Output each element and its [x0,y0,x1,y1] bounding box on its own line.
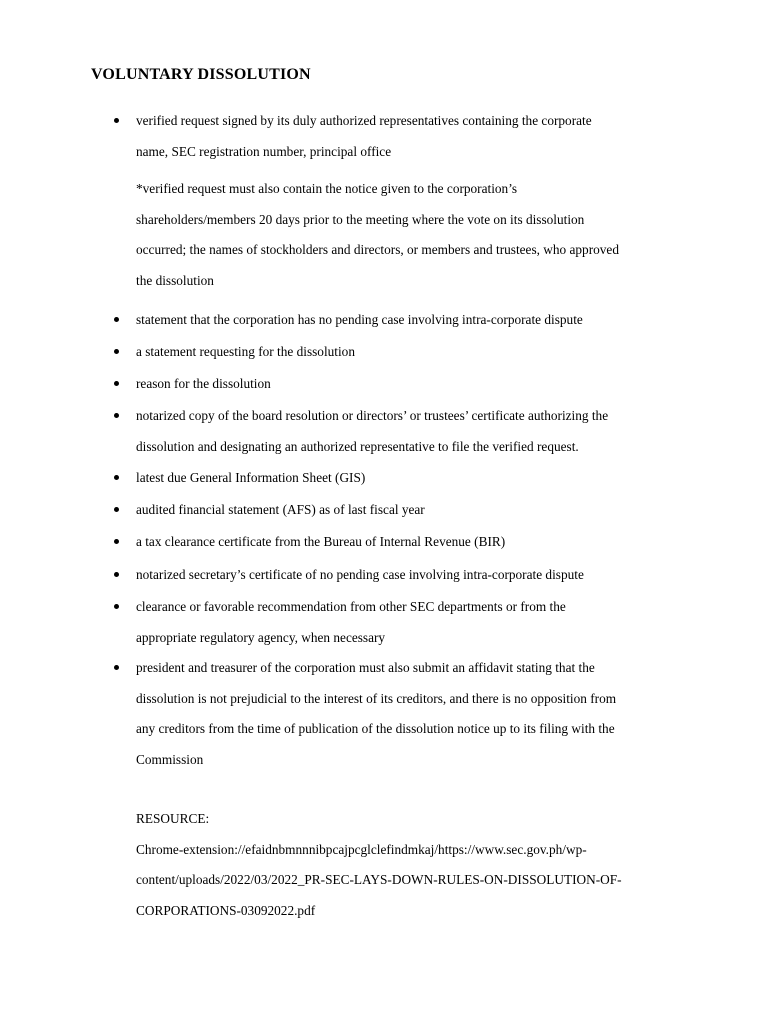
note-line: the dissolution [136,272,214,288]
list-item [136,560,696,591]
list-item-line: statement that the corporation has no pending case involving intra-corporate dispute [136,312,583,327]
bullet-icon [114,413,119,418]
page-title: VOLUNTARY DISSOLUTION [91,66,311,83]
list-item-line: a tax clearance certificate from the Bureau of Internal Revenue (BIR) [136,534,506,549]
list-item [136,527,696,558]
list-item-line: latest due General Information Sheet (GIS) [136,470,366,485]
list-item-line: notarized copy of the board resolution or directors’ or trustees’ certificate authorizing the [136,408,609,423]
list-item [136,495,696,526]
list-item-line: name, SEC registration number, principal office [136,143,392,159]
list-item-line: a statement requesting for the dissolution [136,344,355,359]
bullet-icon [114,604,119,609]
bullet-icon [114,349,119,354]
list-item [136,463,696,494]
bullet-icon [114,507,119,512]
bullet-icon [114,539,119,544]
note-line: occurred; the names of stockholders and directors, or members and trustees, who approved [136,242,619,257]
list-item-line: dissolution and designating an authorized representative to file the verified request. [136,438,579,454]
list-item [136,305,696,336]
resource-link-line: Chrome-extension://efaidnbmnnnibpcajpcglclefindmkaj/https://www.sec.gov.ph/wp- [136,841,587,857]
list-item [136,337,696,368]
resource-link-line: content/uploads/2022/03/2022_PR-SEC-LAYS-DOWN-RULES-ON-DISSOLUTION-OF- [136,872,622,887]
note-line: *verified request must also contain the notice given to the corporation’s [136,181,518,196]
resource-link-line: CORPORATIONS-03092022.pdf [136,902,316,918]
bullet-icon [114,475,119,480]
list-item [136,401,696,462]
resource-label: RESOURCE: [136,811,210,826]
list-item-line: reason for the dissolution [136,376,271,391]
list-item-line: appropriate regulatory agency, when necessary [136,629,386,645]
list-item [136,653,696,775]
list-item-line: verified request signed by its duly authorized representatives containing the corporate [136,113,592,128]
list-item [136,592,696,653]
list-item [136,369,696,400]
resource-block [136,804,622,926]
list-item-line: notarized secretary’s certificate of no pending case involving intra-corporate dispute [136,567,584,582]
bullet-icon [114,381,119,386]
list-item-line: clearance or favorable recommendation from other SEC departments or from the [136,599,566,614]
bullet-icon [114,317,119,322]
bullet-icon [114,572,119,577]
list-item-line: dissolution is not prejudicial to the interest of its creditors, and there is no opposition from [136,690,617,706]
note-line: shareholders/members 20 days prior to the meeting where the vote on its dissolution [136,211,585,227]
list-item-line: Commission [136,751,204,767]
note-paragraph [136,174,696,296]
list-item-line: president and treasurer of the corporation must also submit an affidavit stating that the [136,660,595,675]
bullet-icon [114,118,119,123]
list-item-line: any creditors from the time of publication of the dissolution notice up to its filing with the [136,721,615,736]
list-item [136,106,696,167]
list-item-line: audited financial statement (AFS) as of last fiscal year [136,502,425,517]
bullet-icon [114,665,119,670]
